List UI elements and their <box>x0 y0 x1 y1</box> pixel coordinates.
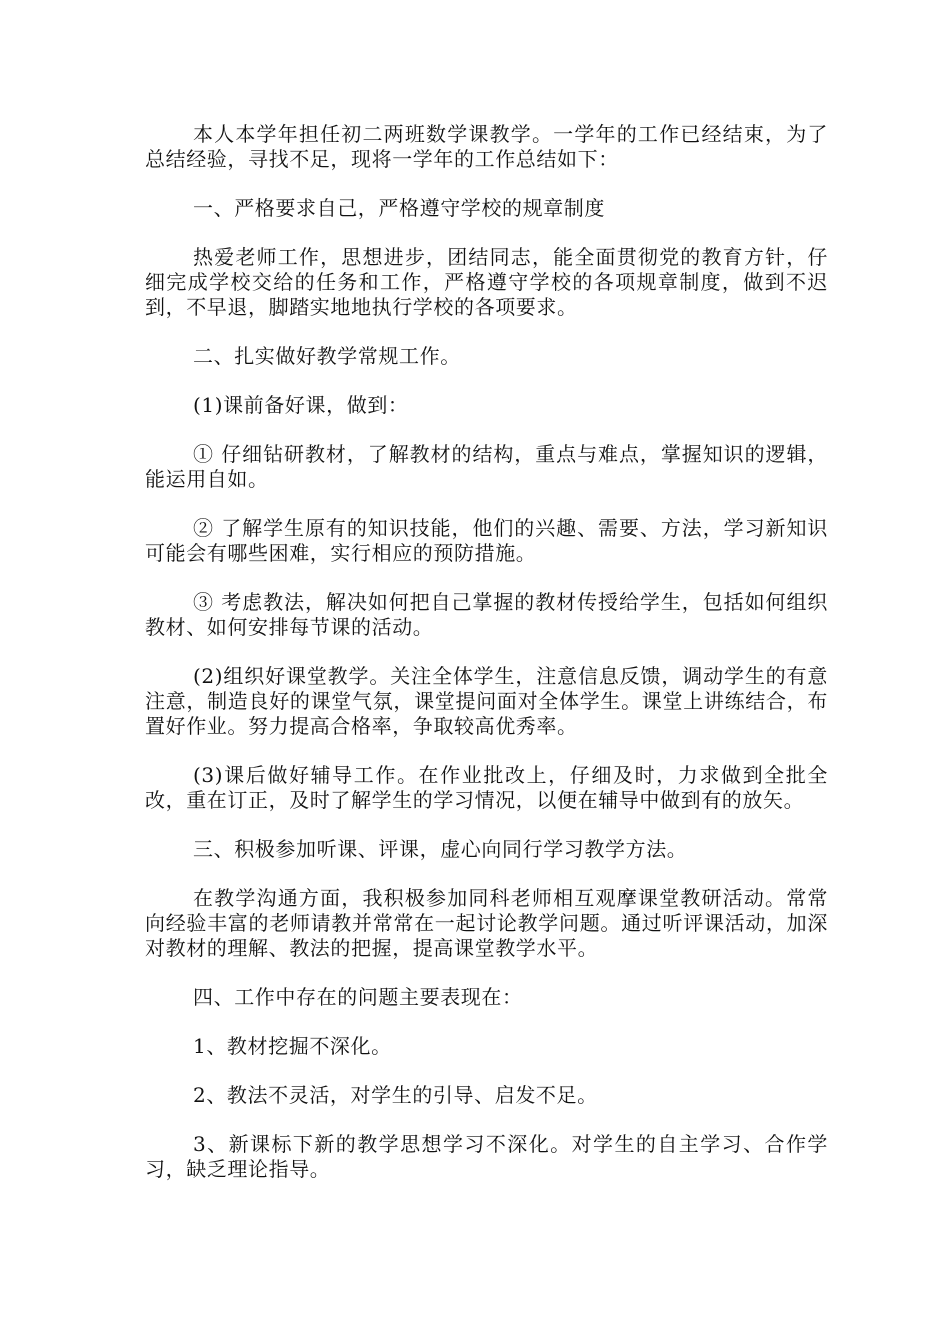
paragraph-problem-1: 1、教材挖掘不深化。 <box>193 1034 392 1058</box>
paragraph-subitem-2: ② 了解学生原有的知识技能，他们的兴趣、需要、方法，学习新知识可能会有哪些困难，实行相应的预防措施。 <box>145 516 828 565</box>
heading-section-1: 一、严格要求自己，严格遵守学校的规章制度 <box>193 196 605 220</box>
paragraph-subitem-3: ③ 考虑教法，解决如何把自己掌握的教材传授给学生，包括如何组织教材、如何安排每节课的活动。 <box>145 590 828 639</box>
paragraph-section-1: 热爱老师工作，思想进步，团结同志，能全面贯彻党的教育方针，仔细完成学校交给的任务和工作，严格遵守学校的各项规章制度，做到不迟到，不早退，脚踏实地地执行学校的各项要求。 <box>145 245 828 319</box>
paragraph-item-3: (3)课后做好辅导工作。在作业批改上，仔细及时，力求做到全批全改，重在订正，及时了解学生的学习情况，以便在辅导中做到有的放矢。 <box>145 763 828 812</box>
heading-section-4: 四、工作中存在的问题主要表现在： <box>193 985 523 1009</box>
heading-section-2: 二、扎实做好教学常规工作。 <box>193 344 461 368</box>
heading-section-3: 三、积极参加听课、评课，虚心向同行学习教学方法。 <box>193 837 688 861</box>
paragraph-intro: 本人本学年担任初二两班数学课教学。一学年的工作已经结束，为了总结经验，寻找不足，现将一学年的工作总结如下： <box>145 122 828 171</box>
paragraph-item-1: (1)课前备好课，做到： <box>193 393 409 417</box>
paragraph-section-3: 在教学沟通方面，我积极参加同科老师相互观摩课堂教研活动。常常向经验丰富的老师请教并常常在一起讨论教学问题。通过听评课活动，加深对教材的理解、教法的把握，提高课堂教学水平。 <box>145 886 828 960</box>
paragraph-item-2: (2)组织好课堂教学。关注全体学生，注意信息反馈，调动学生的有意注意，制造良好的课堂气氛，课堂提问面对全体学生。课堂上讲练结合，布置好作业。努力提高合格率，争取较高优秀率。 <box>145 664 828 738</box>
document-body <box>145 122 828 1206</box>
paragraph-problem-3: 3、新课标下新的教学思想学习不深化。对学生的自主学习、合作学习，缺乏理论指导。 <box>145 1132 828 1181</box>
paragraph-problem-2: 2、教法不灵活，对学生的引导、启发不足。 <box>193 1083 598 1107</box>
paragraph-subitem-1: ① 仔细钻研教材，了解教材的结构，重点与难点，掌握知识的逻辑，能运用自如。 <box>145 442 828 491</box>
